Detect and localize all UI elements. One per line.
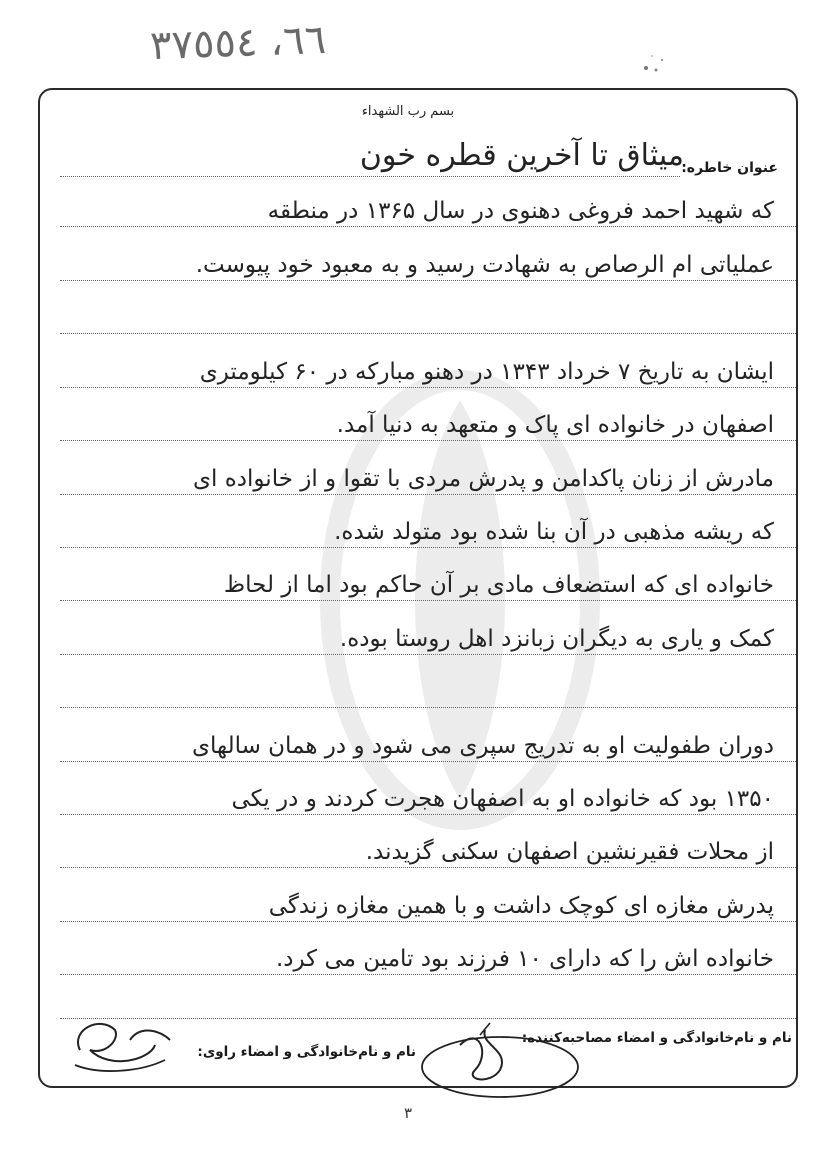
memory-text-line: ایشان به تاریخ ۷ خرداد ۱۳۴۳ در دهنو مبارکه در ۶۰ کیلومتری — [199, 359, 774, 385]
interviewer-signature — [420, 1015, 620, 1105]
narrator-signature — [60, 1010, 180, 1080]
memory-text-line: ۱۳۵۰ بود که خانواده او به اصفهان هجرت کردند و در یکی — [231, 786, 774, 812]
title-value: میثاق تا آخرین قطره خون — [359, 138, 684, 173]
title-label: عنوان خاطره: — [681, 160, 778, 176]
memory-text-line: خانواده ای که استضعاف مادی بر آن حاکم بود اما از لحاظ — [223, 572, 774, 598]
ruled-line — [60, 333, 796, 334]
ruled-line — [60, 176, 680, 177]
memory-text-line: خانواده اش را که دارای ۱۰ فرزند بود تامین می کرد. — [275, 946, 774, 972]
narrator-signature-label: نام و نام‌خانوادگی و امضاء راوی: — [197, 1044, 416, 1060]
memory-text-line: که شهید احمد فروغی دهنوی در سال ۱۳۶۵ در منطقه — [267, 198, 774, 224]
memory-text-line: که ریشه مذهبی در آن بنا شده بود متولد شده. — [334, 519, 774, 545]
page-number: ۳ — [403, 1104, 413, 1122]
memory-text-line: از محلات فقیرنشین اصفهان سکنی گزیدند. — [365, 839, 774, 865]
archive-number: ٦٦، ٣٧٥٥٤ — [149, 16, 327, 70]
memory-text-line: پدرش مغازه ای کوچک داشت و با همین مغازه زندگی — [268, 893, 774, 919]
memory-text-line: کمک و یاری به دیگران زبانزد اهل روستا بوده. — [339, 626, 774, 652]
interviewer-signature-label: نام و نام‌خانوادگی و امضاء مصاحبه‌کننده: — [521, 1030, 792, 1046]
paper-speck-marks — [640, 48, 670, 78]
memory-text-line: مادرش از زنان پاکدامن و پدرش مردی با تقوا و از خانواده ای — [193, 466, 774, 492]
ruled-line — [60, 707, 796, 708]
memory-text-line: اصفهان در خانواده ای پاک و متعهد به دنیا آمد. — [336, 412, 774, 438]
memory-text-line: دوران طفولیت او به تدریج سپری می شود و در همان سالهای — [191, 733, 774, 759]
basmala-heading: بسم رب الشهداء — [361, 104, 455, 119]
memory-text-line: عملیاتی ام الرصاص به شهادت رسید و به معبود خود پیوست. — [195, 252, 774, 278]
